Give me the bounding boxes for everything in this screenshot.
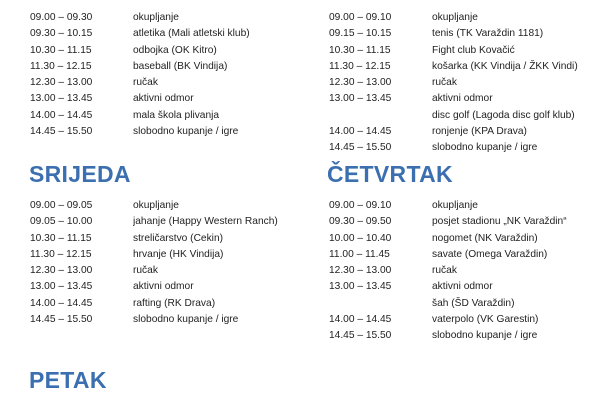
schedule-time: 11.30 – 12.15: [30, 248, 92, 260]
schedule-activity: mala škola plivanja: [133, 109, 220, 121]
schedule-activity: okupljanje: [133, 200, 179, 211]
schedule-row: [329, 10, 615, 26]
schedule-activity: disc golf (Lagoda disc golf klub): [432, 109, 575, 121]
schedule-row: [329, 75, 615, 91]
schedule-time: 14.00 – 14.45: [329, 314, 392, 326]
schedule-time: 12.30 – 13.00: [30, 77, 93, 89]
schedule-time: 09.00 – 09.10: [329, 200, 392, 211]
schedule-time: 09.05 – 10.00: [30, 216, 93, 228]
schedule-row: [329, 108, 615, 124]
schedule-activity: aktivni odmor: [133, 281, 194, 293]
schedule-time: 14.45 – 15.50: [30, 314, 93, 326]
schedule-time: 12.30 – 13.00: [329, 265, 392, 277]
schedule-time: 14.00 – 14.45: [30, 109, 93, 121]
schedule-time: 10.30 – 11.15: [30, 44, 92, 56]
schedule-time: 09.30 – 10.15: [30, 28, 93, 40]
schedule-time: 09.00 – 09.30: [30, 12, 93, 23]
schedule-top-left: [30, 10, 300, 140]
schedule-time: 13.00 – 13.45: [329, 93, 392, 105]
schedule-activity: slobodno kupanje / igre: [432, 330, 538, 342]
schedule-activity: aktivni odmor: [432, 93, 493, 105]
schedule-activity: ručak: [133, 265, 158, 277]
schedule-time: 12.30 – 13.00: [329, 77, 392, 89]
schedule-time: 09.15 – 10.15: [329, 28, 392, 40]
schedule-activity: ručak: [133, 77, 158, 89]
schedule-cetvrtak: [329, 198, 615, 345]
schedule-time: 11.30 – 12.15: [329, 60, 391, 72]
schedule-activity: slobodno kupanje / igre: [432, 142, 538, 154]
schedule-activity: rafting (RK Drava): [133, 297, 216, 309]
schedule-row: [329, 247, 615, 263]
schedule-row: [329, 124, 615, 140]
schedule-row: [329, 328, 615, 344]
schedule-activity: aktivni odmor: [432, 281, 493, 293]
schedule-activity: okupljanje: [432, 12, 478, 23]
schedule-activity: baseball (BK Vindija): [133, 60, 228, 72]
schedule-row: [30, 108, 300, 124]
schedule-activity: hrvanje (HK Vindija): [133, 248, 224, 260]
schedule-row: [329, 198, 615, 214]
schedule-time: 13.00 – 13.45: [329, 281, 392, 293]
schedule-time: 10.30 – 11.15: [30, 232, 92, 244]
schedule-row: [30, 263, 300, 279]
schedule-row: [30, 59, 300, 75]
schedule-row: [329, 231, 615, 247]
schedule-row: [30, 214, 300, 230]
schedule-time: 14.45 – 15.50: [329, 330, 392, 342]
schedule-activity: streličarstvo (Cekin): [133, 232, 224, 244]
schedule-row: [329, 263, 615, 279]
schedule-time: [329, 296, 432, 312]
schedule-activity: atletika (Mali atletski klub): [133, 28, 250, 40]
schedule-row: [30, 75, 300, 91]
schedule-row: [30, 26, 300, 42]
schedule-activity: slobodno kupanje / igre: [133, 126, 239, 138]
schedule-row: [30, 247, 300, 263]
schedule-row: [329, 26, 615, 42]
schedule-top-right: [329, 10, 615, 157]
schedule-activity: jahanje (Happy Western Ranch): [133, 216, 278, 228]
schedule-row: [329, 312, 615, 328]
schedule-time: 14.45 – 15.50: [30, 126, 93, 138]
schedule-row: [30, 91, 300, 107]
schedule-activity: savate (Omega Varaždin): [432, 248, 548, 260]
schedule-activity: okupljanje: [432, 200, 478, 211]
schedule-activity: odbojka (OK Kitro): [133, 44, 217, 56]
schedule-activity: košarka (KK Vindija / ŽKK Vindi): [432, 60, 578, 72]
schedule-row: [30, 124, 300, 140]
schedule-activity: tenis (TK Varaždin 1181): [432, 28, 544, 40]
schedule-time: 10.00 – 10.40: [329, 232, 392, 244]
day-heading-cetvrtak: ČETVRTAK: [327, 161, 453, 187]
schedule-time: 09.00 – 09.05: [30, 200, 93, 211]
schedule-time: 13.00 – 13.45: [30, 281, 93, 293]
schedule-time: 12.30 – 13.00: [30, 265, 93, 277]
schedule-time: 14.00 – 14.45: [30, 297, 93, 309]
schedule-activity: okupljanje: [133, 12, 179, 23]
schedule-row: [30, 198, 300, 214]
schedule-time: 14.00 – 14.45: [329, 126, 392, 138]
schedule-time: 09.30 – 09.50: [329, 216, 392, 228]
schedule-time: 14.45 – 15.50: [329, 142, 392, 154]
schedule-row: [30, 279, 300, 295]
schedule-time: 10.30 – 11.15: [329, 44, 391, 56]
schedule-time: 09.00 – 09.10: [329, 12, 392, 23]
schedule-row: [329, 43, 615, 59]
schedule-row: [30, 296, 300, 312]
schedule-row: [329, 279, 615, 295]
schedule-time: 13.00 – 13.45: [30, 93, 93, 105]
schedule-activity: ronjenje (KPA Drava): [432, 126, 527, 138]
day-heading-petak: PETAK: [29, 367, 107, 393]
schedule-row: [30, 312, 300, 328]
schedule-row: [329, 214, 615, 230]
schedule-time: 11.00 – 11.45: [329, 248, 390, 260]
schedule-activity: aktivni odmor: [133, 93, 194, 105]
schedule-time: 11.30 – 12.15: [30, 60, 92, 72]
schedule-activity: nogomet (NK Varaždin): [432, 232, 538, 244]
schedule-activity: posjet stadionu „NK Varaždin“: [432, 216, 567, 228]
schedule-activity: Fight club Kovačić: [432, 44, 515, 56]
schedule-row: [30, 43, 300, 59]
schedule-srijeda: [30, 198, 300, 328]
schedule-row: [30, 10, 300, 26]
schedule-activity: slobodno kupanje / igre: [133, 314, 239, 326]
schedule-row: [329, 296, 615, 312]
schedule-row: [329, 59, 615, 75]
schedule-activity: ručak: [432, 77, 457, 89]
schedule-activity: šah (ŠD Varaždin): [432, 297, 515, 309]
schedule-row: [30, 231, 300, 247]
schedule-time: [329, 108, 432, 124]
schedule-activity: ručak: [432, 265, 457, 277]
schedule-row: [329, 91, 615, 107]
schedule-row: [329, 140, 615, 156]
schedule-activity: vaterpolo (VK Garestin): [432, 314, 539, 326]
day-heading-srijeda: SRIJEDA: [29, 161, 131, 187]
